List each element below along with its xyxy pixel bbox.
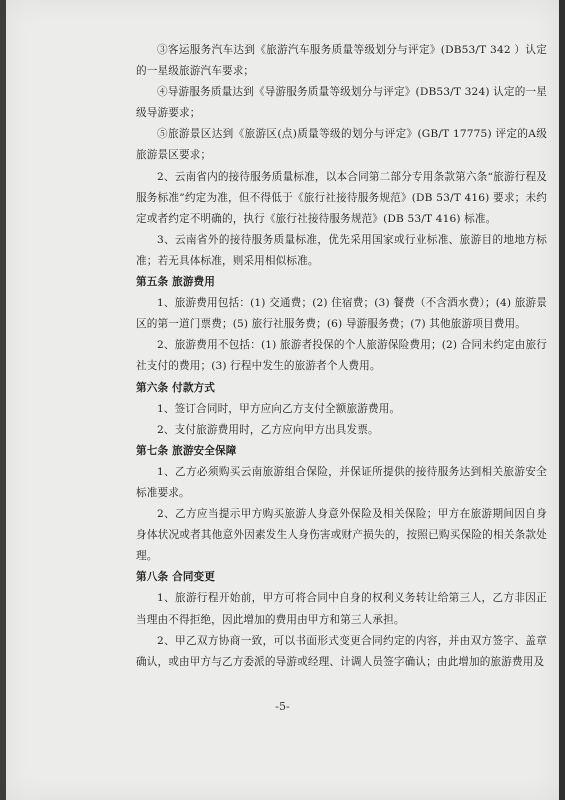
paragraph: 2、旅游费用不包括：(1) 旅游者投保的个人旅游保险费用；(2) 合同未约定由旅行社支付的费用；(3) 行程中发生的旅游者个人费用。 [136,339,547,373]
paragraph: 2、乙方应当提示甲方购买旅游人身意外保险及相关保险；甲方在旅游期间因自身身体状况或者其他意外因素发生人身伤害或财产损失的，按照已购买保险的相关条款处理。 [136,508,547,563]
paragraph: ③客运服务汽车达到《旅游汽车服务质量等级划分与评定》(DB53/T 342 ）认定的一星级旅游汽车要求； [136,44,547,78]
paragraph: 1、乙方必须购买云南旅游组合保险，并保证所提供的接待服务达到相关旅游安全标准要求。 [136,465,547,499]
scan-edge-left [0,0,6,800]
paragraph: 1、旅游费用包括：(1) 交通费；(2) 住宿费；(3) 餐费（不含酒水费）；(4) 旅游景区的第一道门票费；(5) 旅行社服务费；(6) 导游服务费；(7) 其他旅游项目费用。 [136,297,547,331]
paragraph: ④导游服务质量达到《导游服务质量等级划分与评定》(DB53/T 324) 认定的一星级导游要求； [136,86,547,120]
paragraph: 1、签订合同时，甲方应向乙方支付全额旅游费用。 [157,402,401,415]
section-heading: 第七条 旅游安全保障 [136,444,237,457]
section-heading: 第五条 旅游费用 [136,276,216,289]
document-body [136,40,547,673]
paragraph: 2、支付旅游费用时，乙方应向甲方出具发票。 [157,423,379,436]
paragraph: 3、云南省外的接待服务质量标准，优先采用国家或行业标准、旅游目的地地方标准；若无具体标准，则采用相似标准。 [136,233,547,267]
page-number: -5- [275,700,290,713]
document-page [6,0,559,800]
paragraph: 2、甲乙双方协商一致，可以书面形式变更合同约定的内容，并由双方签字、盖章确认，或由甲方与乙方委派的导游或经理、计调人员签字确认；由此增加的旅游费用及 [136,634,547,668]
paragraph: 2、云南省内的接待服务质量标准，以本合同第二部分专用条款第六条“旅游行程及服务标准”约定为准，但不得低于《旅行社接待服务规范》(DB 53/T 416) 要求；未约定或者约定不明确的，执行《旅行社接待服务规范》(DB 53/T 416) 标准。 [136,170,547,225]
section-heading: 第六条 付款方式 [136,381,216,394]
paragraph: 1、旅游行程开始前，甲方可将合同中自身的权利义务转让给第三人，乙方非因正当理由不得拒绝，因此增加的费用由甲方和第三人承担。 [136,592,547,626]
scan-edge-right [559,0,565,800]
paragraph: ⑤旅游景区达到《旅游区(点)质量等级的划分与评定》(GB/T 17775) 评定的A级旅游景区要求； [136,128,547,162]
section-heading: 第八条 合同变更 [136,571,216,584]
